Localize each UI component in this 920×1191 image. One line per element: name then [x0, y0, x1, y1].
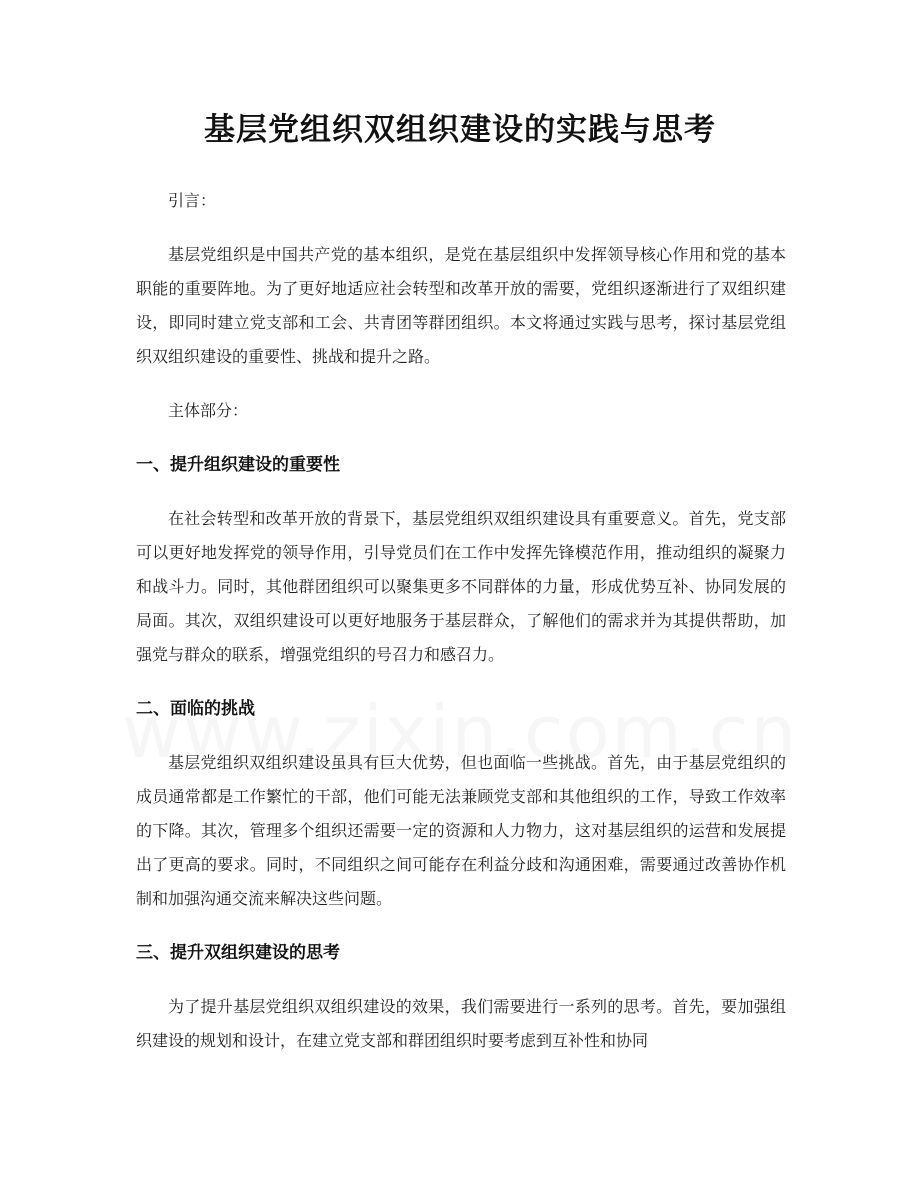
intro-label: 引言：	[168, 191, 217, 210]
section-heading-2: 二、面临的挑战	[136, 699, 255, 719]
section-heading-1: 一、提升组织建设的重要性	[136, 455, 340, 475]
document-title: 基层党组织双组织建设的实践与思考	[204, 112, 716, 148]
section-paragraph-2: 基层党组织双组织建设虽具有巨大优势，但也面临一些挑战。首先，由于基层党组织的成员通常都是工作繁忙的干部，他们可能无法兼顾党支部和其他组织的工作，导致工作效率的下降。其次，管理多个组织还需要一定的资源和人力物力，这对基层组织的运营和发展提出了更高的要求。同时，不同组织之间可能存在利益分歧和沟通困难，需要通过改善协作机制和加强沟通交流来解决这些问题。	[136, 753, 786, 908]
body-label: 主体部分：	[168, 401, 249, 420]
section-heading-3: 三、提升双组织建设的思考	[136, 943, 340, 963]
section-paragraph-3: 为了提升基层党组织双组织建设的效果，我们需要进行一系列的思考。首先，要加强组织建设的规划和设计，在建立党支部和群团组织时要考虑到互补性和协同	[136, 997, 786, 1050]
section-paragraph-1: 在社会转型和改革开放的背景下，基层党组织双组织建设具有重要意义。首先，党支部可以更好地发挥党的领导作用，引导党员们在工作中发挥先锋模范作用，推动组织的凝聚力和战斗力。同时，其他群团组织可以聚集更多不同群体的力量，形成优势互补、协同发展的局面。其次，双组织建设可以更好地服务于基层群众，了解他们的需求并为其提供帮助，加强党与群众的联系，增强党组织的号召力和感召力。	[136, 509, 786, 664]
intro-paragraph: 基层党组织是中国共产党的基本组织，是党在基层组织中发挥领导核心作用和党的基本职能的重要阵地。为了更好地适应社会转型和改革开放的需要，党组织逐渐进行了双组织建设，即同时建立党支部和工会、共青团等群团组织。本文将通过实践与思考，探讨基层党组织双组织建设的重要性、挑战和提升之路。	[136, 245, 786, 366]
document-body	[136, 184, 786, 1078]
